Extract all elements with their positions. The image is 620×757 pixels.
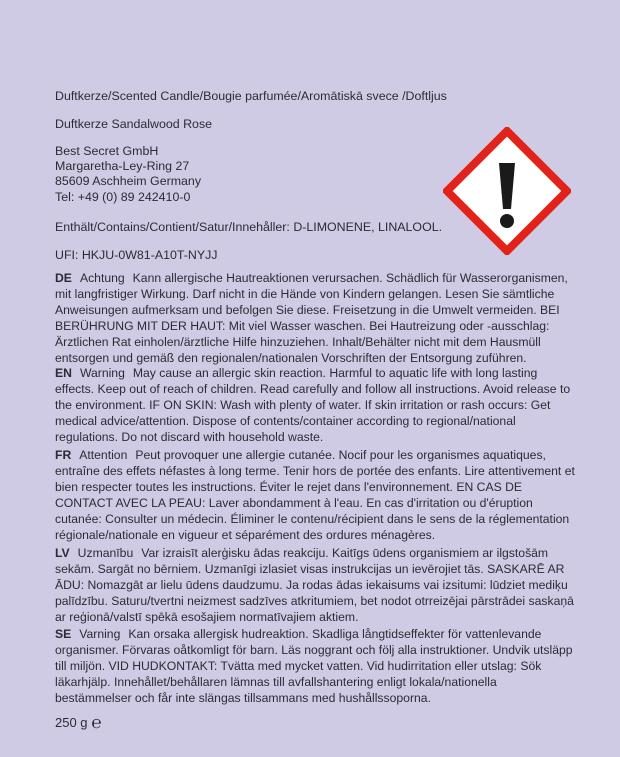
city: 85609 Aschheim Germany [55,174,202,189]
phone: Tel: +49 (0) 89 242410-0 [55,189,191,204]
ufi-code: UFI: HKJU-0W81-A10T-NYJJ [55,248,218,262]
warning-text: Var izraisīt alerģisku ādas reakciju. Kaitīgs ūdens organismiem ar ilgstošām sekām. Sargāt no bērniem. Uzmanīgi izlasiet visas instrukcijas un ievērojiet tās. SASKARĒ AR ĀDU: Nomazgāt ar lielu ūdens daudzumu. Ja rodas ādas iekaisums vai izsitumi: lūdziet mediķu palīdzību. Saturu/tvertni neizmest sadzīves atkritumiem, bet nodot otrreizējai pārstrādei saskaņā ar reģionā/valstī spēkā esošajiem normatīvajiem aktiem. [55,546,574,625]
company-name: Best Secret GmbH [55,144,159,158]
manufacturer-address [55,144,201,205]
warning-text: May cause an allergic skin reaction. Harmful to aquatic life with long lasting effects. Keep out of reach of children. Read carefully and follow all instructions. Avoid release to the environment. IF ON SKIN: Wash with plenty of water. If skin irritation or rash occurs: Get medical advice/attention. Dispose of contents/container according to regional/national regulations. Do not discard with household waste. [55,366,571,445]
ingredients-contains: Enthält/Contains/Contient/Satur/Innehåller: D-LIMONENE, LINALOOL. [55,220,443,234]
warning-section-en [55,365,575,445]
signal-word: Varning [79,627,121,641]
warning-section-lv [55,545,575,625]
language-code: DE [55,271,72,285]
warning-text: Kann allergische Hautreaktionen verursachen. Schädlich für Wasserorganismen, mit langfristiger Wirkung. Darf nicht in die Hände von Kindern gelangen. Lesen Sie sämtliche Anweisungen aufmerksam und befolgen Sie diese. Freisetzung in die Umwelt vermeiden. BEI BERÜHRUNG MIT DER HAUT: Mit viel Wasser waschen. Bei Hautreizung oder -ausschlag: Ärztlichen Rat einholen/ärztliche Hilfe hinzuziehen. Inhalt/Behälter nicht mit dem Hausmüll entsorgen und gemäß den regionalen/nationalen Vorschriften der Entsorgung zuführen. [55,271,568,366]
signal-word: Uzmanību [77,546,134,560]
signal-word: Attention [79,448,128,462]
warning-text: Peut provoquer une allergie cutanée. Nocif pour les organismes aquatiques, entraîne des effets néfastes à long terme. Tenir hors de portée des enfants. Lire attentivement et bien respecter toutes les instructions. Éviter le rejet dans l'environnement. EN CAS DE CONTACT AVEC LA PEAU: Laver abondamment à l'eau. En cas d'irritation ou d'éruption cutanée: Consulter un médecin. Éliminer le contenu/récipient dans le sens de la réglementation régionale/nationale en vigueur et séparément des ordures ménagères. [55,448,575,543]
language-code: FR [55,448,72,462]
ghs-exclamation-mark-icon [443,127,571,255]
warning-section-fr [55,447,575,544]
product-types: Duftkerze/Scented Candle/Bougie parfumée/Aromātiskā svece /Doftljus [55,89,447,103]
warning-section-de [55,270,575,367]
product-name: Duftkerze Sandalwood Rose [55,117,213,131]
weight-value: 250 g [55,715,88,730]
street: Margaretha-Ley-Ring 27 [55,159,190,174]
signal-word: Achtung [79,271,125,285]
language-code: SE [55,627,72,641]
warning-text: Kan orsaka allergisk hudreaktion. Skadliga långtidseffekter för vattenlevande organismer. Förvaras oåtkomligt för barn. Läs noggrant och följ alla instruktioner. Undvik utsläpp till miljön. VID HUDKONTAKT: Tvätta med mycket vatten. Vid hudirritation eller utslag: Sök läkarhjälp. Innehållet/behållaren lämnas till avfallshantering enligt lokala/nationella bestämmelser och får inte slängas tillsammans med hushållssoporna. [55,627,573,706]
net-weight [55,714,102,731]
language-code: LV [55,546,70,560]
estimated-sign-icon: ℮ [91,713,102,732]
warning-section-se [55,626,575,706]
language-code: EN [55,366,72,380]
signal-word: Warning [79,366,125,380]
